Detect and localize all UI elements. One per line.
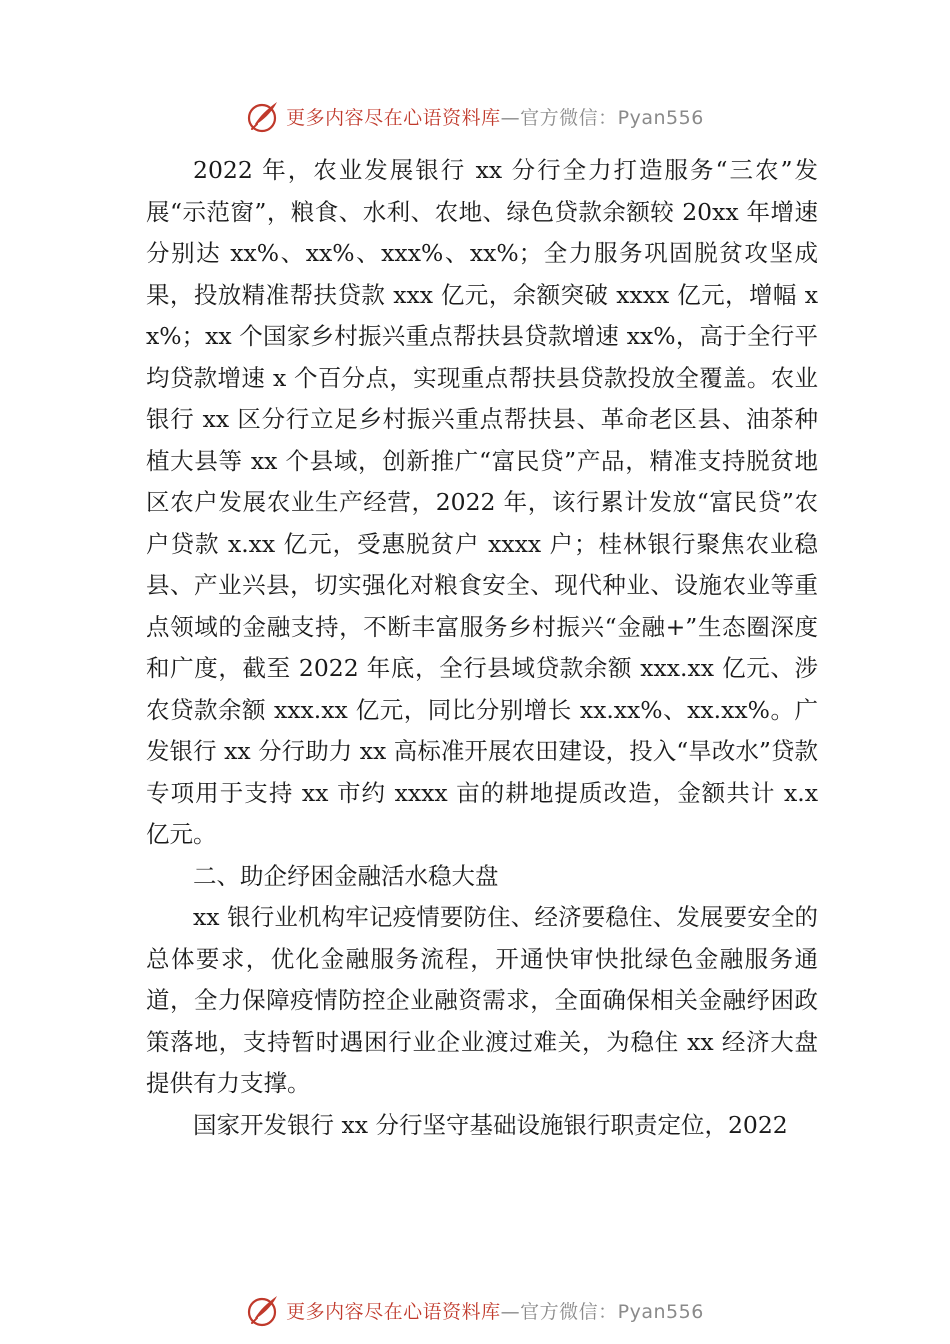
banner-wechat: 官方微信：Pyan556 (520, 1300, 704, 1323)
paragraph: 国家开发银行 xx 分行坚守基础设施银行职责定位，2022 (193, 1110, 788, 1139)
banner-wechat: 官方微信：Pyan556 (520, 106, 704, 129)
banner-text (286, 1297, 704, 1324)
header-banner (0, 96, 950, 136)
banner-separator: — (500, 1300, 521, 1323)
banner-site-name: 更多内容尽在心语资料库 (286, 1300, 501, 1323)
paragraph: xx 银行业机构牢记疫情要防住、经济要稳住、发展要安全的总体要求，优化金融服务流程，开通快审快批绿色金融服务通道，全力保障疫情防控企业融资需求，全面确保相关金融纾困政策落地，支持暂时遇困行业企业渡过难关，为稳住 xx 经济大盘提供有力支撑。 (146, 903, 818, 1097)
banner-text (286, 103, 704, 130)
document-body (146, 150, 818, 1146)
paragraph: 2022 年，农业发展银行 xx 分行全力打造服务“三农”发展“示范窗”，粮食、水利、农地、绿色贷款余额较 20xx 年增速分别达 xx%、xx%、xxx%、xx%；全力服务巩固脱贫攻坚成果，投放精准帮扶贷款 xxx 亿元，余额突破 xxxx 亿元，增幅 xx%；xx 个国家乡村振兴重点帮扶县贷款增速 xx%，高于全行平均贷款增速 x 个百分点，实现重点帮扶县贷款投放全覆盖。农业银行 xx 区分行立足乡村振兴重点帮扶县、革命老区县、油茶种植大县等 xx 个县域，创新推广“富民贷”产品，精准支持脱贫地区农户发展农业生产经营，2022 年，该行累计发放“富民贷”农户贷款 x.xx 亿元，受惠脱贫户 xxxx 户；桂林银行聚焦农业稳县、产业兴县，切实强化对粮食安全、现代种业、设施农业等重点领域的金融支持，不断丰富服务乡村振兴“金融+”生态圈深度和广度，截至 2022 年底，全行县域贷款余额 xxx.xx 亿元、涉农贷款余额 xxx.xx 亿元，同比分别增长 xx.xx%、xx.xx%。广发银行 xx 分行助力 xx 高标准开展农田建设，投入“旱改水”贷款专项用于支持 xx 市约 xxxx 亩的耕地提质改造，金额共计 x.x 亿元。 (146, 156, 818, 848)
section-heading: 二、助企纾困金融活水稳大盘 (193, 861, 499, 890)
quill-pen-logo-icon (246, 1292, 282, 1328)
banner-separator: — (500, 106, 521, 129)
quill-pen-logo-icon (246, 98, 282, 134)
banner-site-name: 更多内容尽在心语资料库 (286, 106, 501, 129)
footer-banner (0, 1290, 950, 1330)
